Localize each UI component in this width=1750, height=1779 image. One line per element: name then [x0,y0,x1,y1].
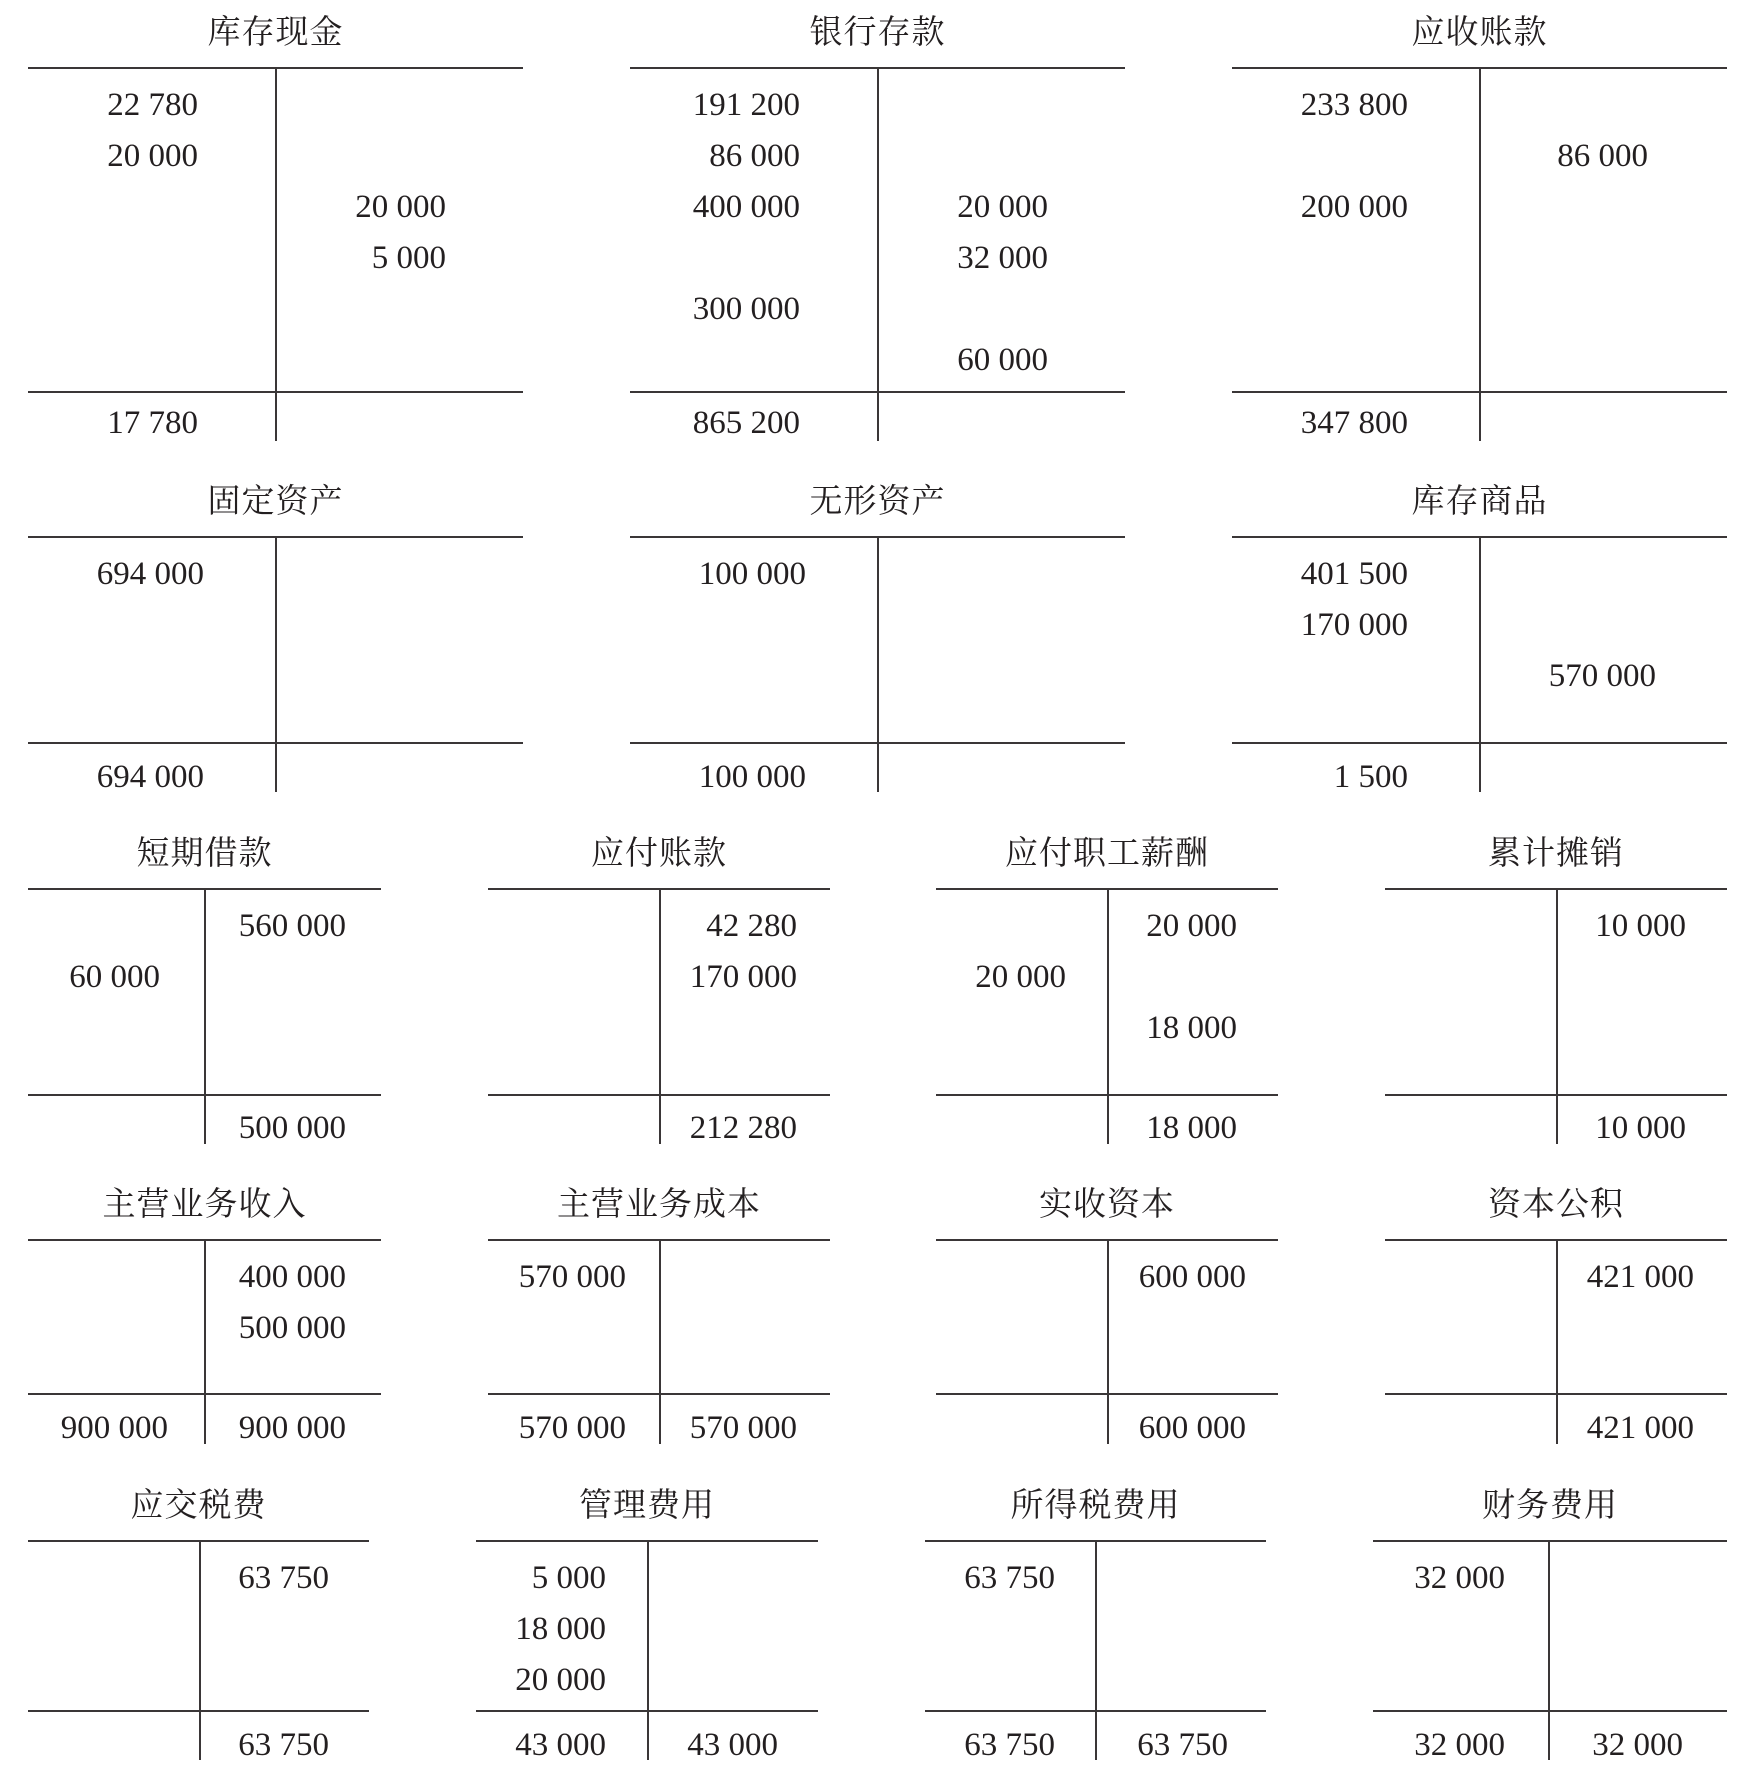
center-rule [877,536,879,792]
credit-balance: 600 000 [1138,1410,1246,1446]
debit-entry: 20 000 [515,1662,606,1698]
t-account-accounts-payable [488,826,830,1144]
t-account-bank-deposit [630,5,1125,441]
debit-entry: 694 000 [96,556,204,592]
credit-balance: 570 000 [689,1410,797,1446]
credit-balance: 63 750 [238,1727,329,1763]
credit-balance: 63 750 [1137,1727,1228,1763]
credit-entry: 570 000 [1548,658,1656,694]
account-title: 应交税费 [130,1488,267,1524]
debit-entry: 86 000 [709,138,800,174]
center-rule [275,536,277,792]
debit-entry: 191 200 [692,87,800,123]
account-title: 财务费用 [1482,1488,1618,1524]
credit-balance: 18 000 [1146,1110,1237,1146]
t-account-finance-expenses [1373,1478,1727,1763]
account-title: 管理费用 [579,1488,715,1524]
t-account-main-cost [488,1177,830,1444]
t-account-income-tax-expense [925,1478,1266,1763]
credit-entry: 421 000 [1586,1259,1694,1295]
debit-balance: 100 000 [698,759,806,795]
debit-balance: 694 000 [96,759,204,795]
credit-entry: 42 280 [706,908,797,944]
t-account-taxes-payable [28,1478,369,1763]
debit-entry: 60 000 [69,959,160,995]
t-account-accumulated-amortization [1385,826,1727,1144]
account-title: 应付职工薪酬 [1005,836,1209,872]
account-title: 无形资产 [809,484,946,520]
credit-entry: 560 000 [238,908,346,944]
t-account-inventory-goods [1232,474,1727,795]
account-title: 资本公积 [1488,1187,1624,1223]
account-title: 主营业务成本 [557,1187,761,1223]
debit-entry: 22 780 [107,87,198,123]
credit-balance: 10 000 [1595,1110,1686,1146]
debit-balance: 32 000 [1414,1727,1505,1763]
credit-balance: 43 000 [687,1727,778,1763]
account-title: 累计摊销 [1488,836,1624,872]
debit-balance: 17 780 [107,405,198,441]
debit-entry: 200 000 [1300,189,1408,225]
center-rule [1479,67,1481,441]
t-account-intangible-assets [630,474,1125,795]
debit-balance: 63 750 [964,1727,1055,1763]
credit-entry: 400 000 [238,1259,346,1295]
debit-entry: 300 000 [692,291,800,327]
t-account-cash [28,5,523,441]
account-title: 应付账款 [591,836,727,872]
debit-entry: 233 800 [1300,87,1408,123]
credit-entry: 60 000 [957,342,1048,378]
t-account-capital-reserve [1385,1177,1727,1444]
credit-entry: 18 000 [1146,1010,1237,1046]
account-title: 固定资产 [207,484,344,520]
credit-balance: 32 000 [1592,1727,1683,1763]
credit-entry: 20 000 [1146,908,1237,944]
debit-entry: 18 000 [515,1611,606,1647]
debit-balance: 570 000 [518,1410,626,1446]
debit-entry: 20 000 [975,959,1066,995]
debit-entry: 32 000 [1414,1560,1505,1596]
credit-entry: 10 000 [1595,908,1686,944]
credit-entry: 86 000 [1557,138,1648,174]
t-account-payroll-payable [936,826,1278,1144]
t-account-short-term-loans [28,826,381,1144]
debit-balance: 900 000 [60,1410,168,1446]
debit-entry: 170 000 [1300,607,1408,643]
credit-balance: 500 000 [238,1110,346,1146]
center-rule [1479,536,1481,792]
t-account-main-revenue [28,1177,381,1444]
debit-entry: 401 500 [1300,556,1408,592]
account-title: 应收账款 [1411,15,1548,51]
t-account-paid-in-capital [936,1177,1278,1444]
debit-balance: 347 800 [1300,405,1408,441]
debit-entry: 100 000 [698,556,806,592]
account-title: 库存商品 [1411,484,1548,520]
account-title: 短期借款 [136,836,273,872]
credit-entry: 170 000 [689,959,797,995]
credit-entry: 600 000 [1138,1259,1246,1295]
debit-balance: 865 200 [692,405,800,441]
debit-balance: 1 500 [1333,759,1408,795]
top-rule [1373,1540,1727,1542]
t-account-accounts-receivable [1232,5,1727,441]
account-title: 银行存款 [809,15,946,51]
account-title: 所得税费用 [1010,1488,1181,1524]
credit-balance: 900 000 [238,1410,346,1446]
t-account-admin-expenses [476,1478,818,1763]
credit-entry: 500 000 [238,1310,346,1346]
debit-entry: 5 000 [531,1560,606,1596]
credit-entry: 20 000 [355,189,446,225]
t-account-fixed-assets [28,474,523,795]
debit-entry: 63 750 [964,1560,1055,1596]
account-title: 库存现金 [207,15,344,51]
debit-entry: 20 000 [107,138,198,174]
credit-balance: 212 280 [689,1110,797,1146]
balance-rule [1373,1710,1727,1712]
credit-entry: 20 000 [957,189,1048,225]
credit-entry: 63 750 [238,1560,329,1596]
debit-entry: 570 000 [518,1259,626,1295]
credit-entry: 32 000 [957,240,1048,276]
debit-balance: 43 000 [515,1727,606,1763]
credit-entry: 5 000 [371,240,446,276]
credit-balance: 421 000 [1586,1410,1694,1446]
account-title: 主营业务收入 [102,1187,307,1223]
account-title: 实收资本 [1039,1187,1175,1223]
debit-entry: 400 000 [692,189,800,225]
